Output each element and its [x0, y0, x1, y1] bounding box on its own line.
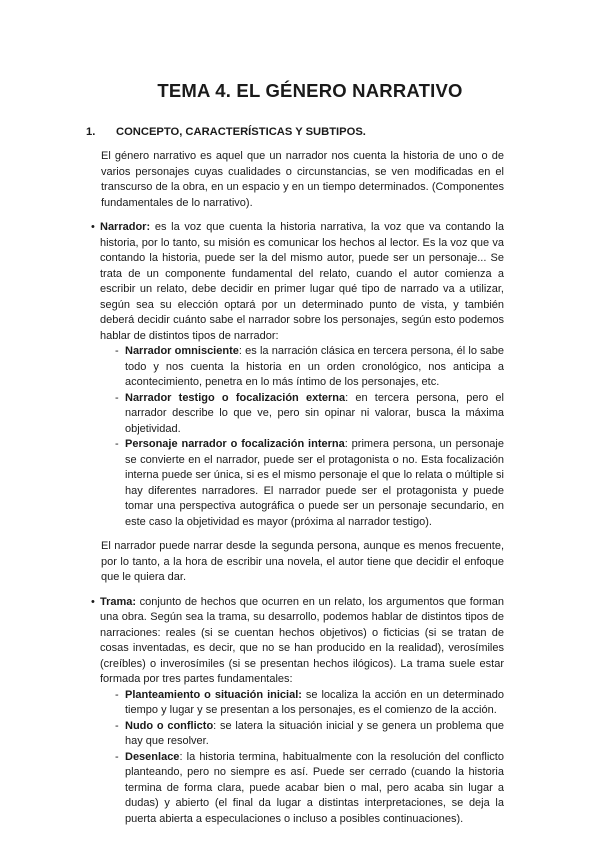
list-item [115, 688, 504, 719]
page-title: TEMA 4. EL GÉNERO NARRATIVO [157, 80, 463, 101]
bullet-content [100, 220, 504, 530]
trama-term: Trama: [100, 595, 137, 608]
list-item [115, 750, 504, 828]
narrador-closing-paragraph: El narrador puede narrar desde la segunda persona, aunque es menos frecuente, por lo tanto, a la hora de escribir una novela, el autor tiene que decidir el enfoque que le quiera dar. [101, 540, 504, 583]
list-item [115, 719, 504, 750]
type-text: : primera persona, un personaje se convierte en el narrador, puede ser el protagonista o no. Esta focalización interna puede ser única, si es el mismo personaje el que lo relata o múltiple si hay diferentes narradores. El narrador puede ser el protagonista y puede tomar una perspectiva autográfica o puede ser un personaje secundario, en este caso la objetividad es mayor (próxima al narrador testigo). [125, 438, 504, 528]
dash-icon: - [115, 391, 119, 404]
part-term: Desenlace [125, 750, 180, 763]
bullet-content [100, 595, 504, 828]
type-text: : en tercera persona, pero el narrador describe lo que ve, pero sin opinar ni valorar, busca la máxima objetividad. [125, 391, 504, 435]
narrador-types-list [115, 344, 504, 530]
bullet-narrador [91, 220, 504, 530]
dash-icon: - [115, 438, 119, 450]
bullet-icon: • [91, 595, 95, 608]
trama-parts-list [115, 688, 504, 828]
list-item [115, 344, 504, 391]
part-term: Planteamiento o situación inicial: [125, 688, 302, 701]
part-text: : la historia termina, habitualmente con la resolución del conflicto planteando, pero no siempre es así. Puede ser cerrado (cuando la historia termina de forma clara, puede acabar bien o mal, pero acaba sin lugar a dudas) y abierto (el final da lugar a distintas interpretaciones, se deja la puerta abierta a especulaciones o incluso a posibles continuaciones). [125, 750, 504, 825]
intro-paragraph: El género narrativo es aquel que un narrador nos cuenta la historia de uno o de varios personajes cuyas cualidades o circunstancias, se ven modificadas en el transcurso de la obra, en un espacio y en un tiempo determinados. (Componentes fundamentales de lo narrativo). [101, 150, 504, 209]
part-term: Nudo o conflicto [125, 719, 214, 732]
type-term: Narrador omnisciente [125, 345, 239, 357]
trama-text: conjunto de hechos que ocurren en un relato, los argumentos que forman una obra. Según sea la trama, su desarrollo, podemos hablar de distintos tipos de narraciones: reales (si se cuentan hechos objetivos) o ficticias (si se tratan de cosas inventadas, es decir, que no se han producido en la realidad), verosímiles (creíbles) o inverosímiles (si se presentan hechos ilógicos). La trama suele estar formada por tres partes fundamentales: [100, 595, 504, 685]
dash-icon: - [115, 345, 119, 357]
section-number: 1. [86, 126, 96, 138]
type-text: : es la narración clásica en tercera persona, él lo sabe todo y nos cuenta la historia en un orden cronológico, nos anticipa a acontecimiento, penetra en lo más íntimo de los personajes, etc. [125, 345, 504, 388]
part-text: se localiza la acción en un determinado tiempo y lugar y se presentan a los personajes, es el comienzo de la acción. [125, 688, 504, 716]
list-item [115, 437, 504, 530]
narrador-paragraph [100, 220, 504, 344]
type-term: Narrador testigo o focalización externa [125, 391, 346, 404]
narrador-text: es la voz que cuenta la historia narrativa, la voz que va contando la historia, por lo tanto, su misión es comunicar los hechos al lector. Es la voz que va contando la historia, puede ser la del mismo autor, puede ser un personaje... Se trata de un componente fundamental del relato, cuando el autor comienza a escribir un relato, debe decidir en primer lugar qué tipo de narrado va a utilizar, según sea su elección optará por un determinado punto de vista, y también deberá decidir cuánto sabe el narrador sobre los personajes, según esto podemos hablar de distintos tipos de narrador: [100, 221, 504, 342]
narrador-term: Narrador: [100, 221, 151, 233]
type-term: Personaje narrador o focalización interna [125, 438, 345, 450]
section-title: CONCEPTO, CARACTERÍSTICAS Y SUBTIPOS. [116, 126, 366, 138]
bullet-trama [91, 595, 504, 828]
section-heading [86, 126, 504, 138]
trama-paragraph [100, 595, 504, 688]
part-text: : se latera la situación inicial y se genera un problema que hay que resolver. [125, 719, 504, 747]
dash-icon: - [115, 750, 119, 763]
dash-icon: - [115, 719, 119, 732]
bullet-icon: • [91, 221, 95, 233]
dash-icon: - [115, 688, 119, 701]
list-item [115, 391, 504, 438]
